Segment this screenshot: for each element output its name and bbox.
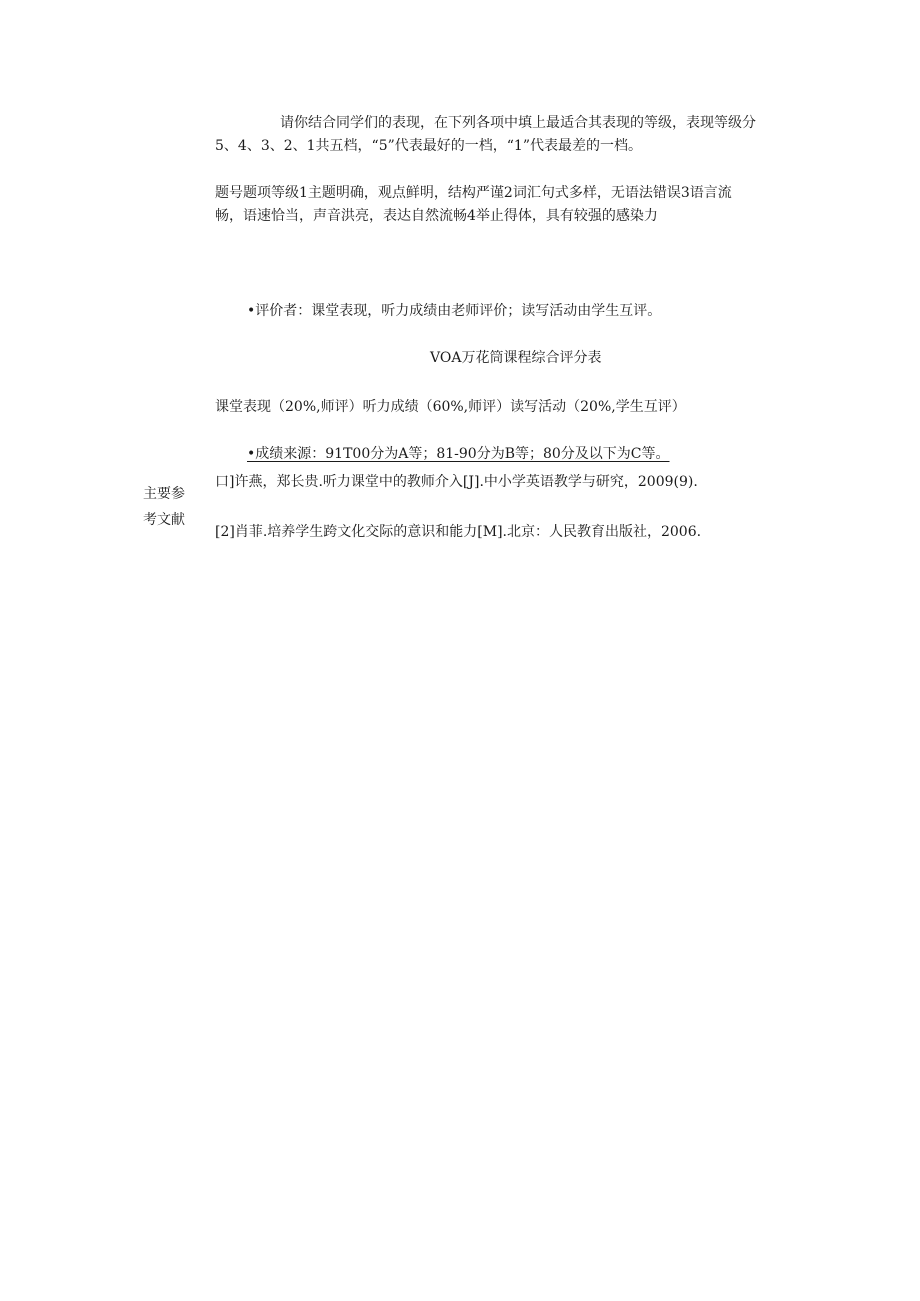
weights-line: 课堂表现（20%,师评）听力成绩（60%,师评）读写活动（20%,学生互评） <box>215 399 686 415</box>
references-label-line-2: 考文献 <box>143 512 185 528</box>
intro-line-2: 5、4、3、2、1共五档，“5”代表最好的一档，“1”代表最差的一档。 <box>215 138 642 154</box>
grade-source-note: •成绩来源：91T00分为A等；81-90分为B等；80分及以下为C等。 <box>247 446 670 462</box>
intro-line-1: 请你结合同学们的表现，在下列各项中填上最适合其表现的等级，表现等级分 <box>280 115 756 131</box>
criteria-line-2: 畅，语速恰当，声音洪亮，表达自然流畅4举止得体，具有较强的感染力 <box>215 208 658 224</box>
criteria-line-1: 题号题项等级1主题明确，观点鲜明，结构严谨2词汇句式多样，无语法错误3语言流 <box>215 185 732 201</box>
reference-item-1: 口]许燕，郑长贵.听力课堂中的教师介入[J].中小学英语教学与研究，2009(9). <box>215 474 698 490</box>
reference-item-2: [2]肖菲.培养学生跨文化交际的意识和能力[M].北京：人民教育出版社，2006. <box>215 524 702 540</box>
table-title: VOA万花筒课程综合评分表 <box>430 350 602 366</box>
evaluator-note: •评价者：课堂表现，听力成绩由老师评价；读写活动由学生互评。 <box>247 303 662 319</box>
references-label-line-1: 主要参 <box>143 486 185 502</box>
